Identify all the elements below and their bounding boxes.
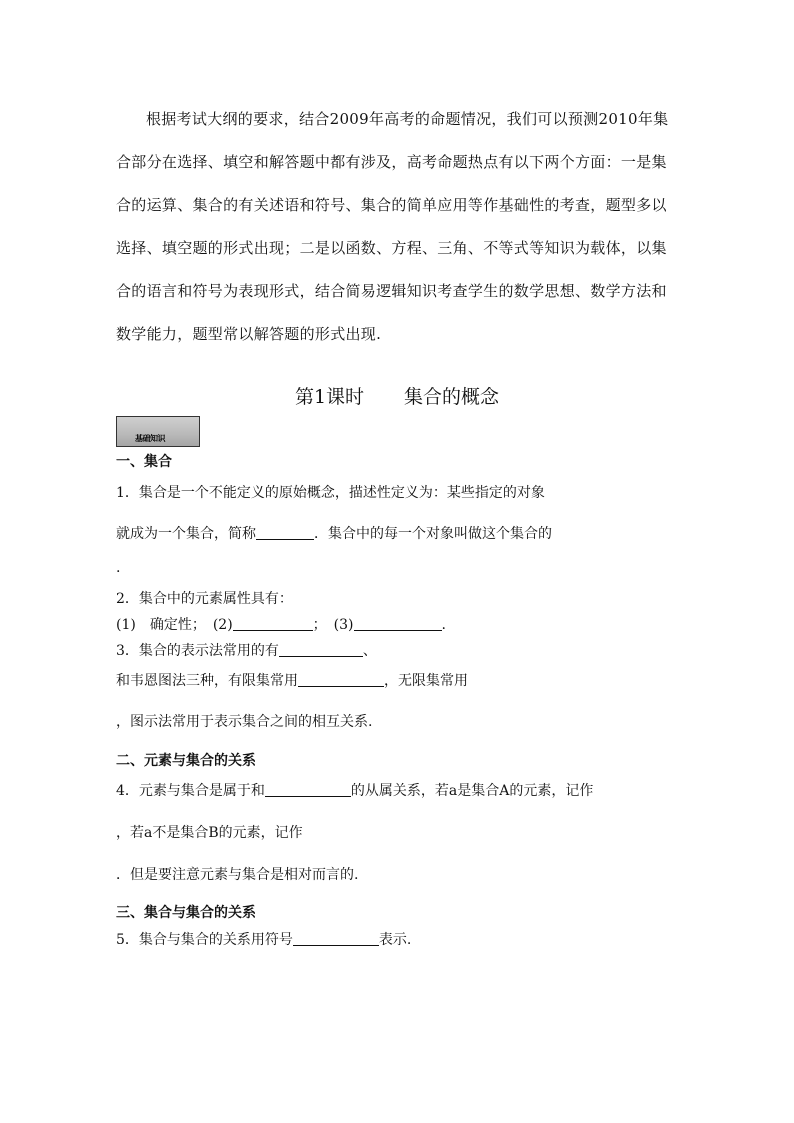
item-4-line-1 [116, 780, 593, 800]
item-3-line-3: ，图示法常用于表示集合之间的相互关系. [116, 714, 373, 730]
item-1-text-b: ．集合中的每一个对象叫做这个集合的 [314, 526, 552, 542]
item-4-text-b: 的从属关系，若a是集合A的元素，记作 [350, 783, 594, 799]
item-3-text-b: 、 [362, 643, 377, 659]
item-4-line-3: ．但是要注意元素与集合是相对而言的. [116, 867, 359, 883]
fill-blank[interactable] [279, 642, 363, 657]
section-heading-set: 一、集合 [116, 454, 172, 470]
item-2-text-b: ； (3) [312, 617, 354, 633]
item-5-text-a: 5．集合与集合的关系用符号 [116, 932, 293, 948]
item-2-text-c: . [441, 617, 446, 633]
chapter-title [0, 382, 794, 409]
item-4-text-a: 4．元素与集合是属于和 [116, 783, 265, 799]
fill-blank[interactable] [265, 782, 351, 797]
item-1-line-3: . [116, 560, 121, 576]
fill-blank[interactable] [233, 616, 313, 631]
item-5-line [116, 929, 411, 949]
fill-blank[interactable] [354, 616, 442, 631]
item-2-text-a: (1) 确定性； (2) [116, 617, 233, 633]
item-1-text-a: 就成为一个集合，简称 [116, 526, 256, 542]
intro-paragraph: 根据考试大纲的要求，结合2009年高考的命题情况，我们可以预测2010年集合部分在选择、填空和解答题中都有涉及，高考命题热点有以下两个方面：一是集合的运算、集合的有关述语和符号、集合的简单应用等作基础性的考查，题型多以选择、填空题的形式出现；二是以函数、方程、三角、不等式等知识为载体，以集合的语言和符号为表现形式，结合简易逻辑知识考查学生的数学思想、数学方法和数学能力，题型常以解答题的形式出现. [116, 110, 669, 343]
item-3-line-1 [116, 640, 377, 660]
section-heading-set-relation: 三、集合与集合的关系 [116, 905, 256, 921]
fill-blank[interactable] [298, 672, 384, 687]
item-5-text-b: 表示. [378, 932, 412, 948]
item-2-title: 2．集合中的元素属性具有： [116, 591, 293, 607]
section-heading-element-relation: 二、元素与集合的关系 [116, 753, 256, 769]
lesson-topic: 集合的概念 [404, 386, 500, 408]
item-2-line [116, 614, 446, 634]
item-3-text-a: 3．集合的表示法常用的有 [116, 643, 279, 659]
fill-blank[interactable] [256, 525, 314, 540]
item-3-line-2 [116, 670, 468, 690]
item-3-text-c: 和韦恩图法三种，有限集常用 [116, 673, 298, 689]
item-4-line-2: ，若a不是集合B的元素，记作 [116, 825, 303, 841]
item-3-text-d: ，无限集常用 [384, 673, 468, 689]
box-label: 基础知识 [135, 434, 165, 443]
basic-knowledge-box [116, 416, 200, 447]
lesson-label: 第1课时 [294, 386, 365, 408]
item-1-line-2 [116, 523, 552, 543]
fill-blank[interactable] [293, 931, 379, 946]
item-1-line-1: 1．集合是一个不能定义的原始概念，描述性定义为：某些指定的对象 [116, 485, 545, 501]
